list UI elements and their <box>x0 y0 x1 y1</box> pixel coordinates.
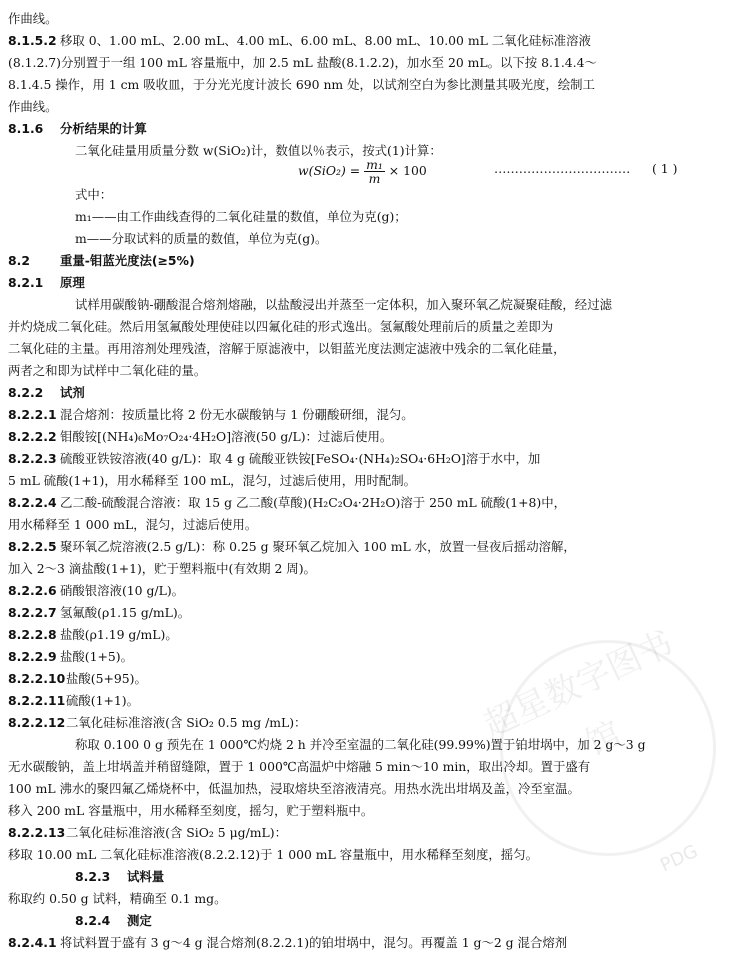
pdg-watermark: PDG <box>657 840 702 877</box>
paragraph-text: 将试料置于盛有 3 g～4 g 混合熔剂(8.2.2.1)的铂坩埚中，混匀。再覆盖 1 g～2 g 混合熔剂 <box>60 935 568 950</box>
formula-leader-dots: …………………………… <box>494 161 631 176</box>
paragraph-text: 氢氟酸(ρ1.15 g/mL)。 <box>60 605 191 620</box>
watermark-text: 超星数字图书馆 <box>477 623 680 765</box>
section-number: 8.1.5.2 <box>8 33 57 48</box>
text-line <box>8 756 590 778</box>
section-line <box>8 932 567 954</box>
text-line <box>8 470 416 492</box>
section-line <box>8 580 184 602</box>
paragraph-text: 盐酸(ρ1.19 g/mL)。 <box>60 627 178 642</box>
paragraph-text: 二氧化硅的主量。再用溶剂处理残渣，溶解于原滤液中，以钼蓝光度法测定滤液中残余的二氧化硅量， <box>8 341 566 356</box>
paragraph-text: 混合熔剂：按质量比将 2 份无水碳酸钠与 1 份硼酸研细，混匀。 <box>60 407 414 422</box>
paragraph-text: 二氧化硅标准溶液(含 SiO₂ 5 μg/mL)： <box>66 825 287 840</box>
paragraph-text: 盐酸(5+95)。 <box>66 671 147 686</box>
paragraph-text: 两者之和即为试样中二氧化硅的量。 <box>8 363 207 378</box>
formula-line <box>298 157 678 186</box>
section-line <box>8 646 133 668</box>
section-number: 8.2.2.8 <box>8 627 57 642</box>
text-line <box>8 558 316 580</box>
section-number: 8.2.3 <box>75 869 111 884</box>
paragraph-text: 钼酸铵[(NH₄)₆Mo₇O₂₄·4H₂O]溶液(50 g/L)：过滤后使用。 <box>60 429 393 444</box>
section-number: 8.2.2.12 <box>8 715 66 730</box>
section-line <box>8 404 414 426</box>
formula-numerator: m₁ <box>366 157 383 172</box>
paragraph-text: 移取 10.00 mL 二氧化硅标准溶液(8.2.2.12)于 1 000 mL 容量瓶中，用水稀释至刻度，摇匀。 <box>8 847 538 862</box>
section-line <box>8 822 287 844</box>
paragraph-text: m₁——由工作曲线查得的二氧化硅量的数值，单位为克(g)； <box>75 209 407 224</box>
paragraph-text: 8.1.4.5 操作，用 1 cm 吸收皿，于分光光度计波长 690 nm 处，以试剂空白为参比测量其吸光度，绘制工 <box>8 77 595 92</box>
section-number: 8.2.1 <box>8 275 44 290</box>
text-line <box>8 844 538 866</box>
text-line <box>8 74 595 96</box>
paragraph-text: 并灼烧成二氧化硅。然后用氢氟酸处理使硅以四氟化硅的形式逸出。氢氟酸处理前后的质量之差即为 <box>8 319 554 334</box>
formula-rhs: × 100 <box>388 163 427 178</box>
text-line <box>75 228 327 250</box>
paragraph-text: 二氧化硅标准溶液(含 SiO₂ 0.5 mg /mL)： <box>66 715 307 730</box>
section-number: 8.2 <box>8 253 30 268</box>
paragraph-text: 5 mL 硫酸(1+1)，用水稀释至 100 mL，混匀，过滤后使用，用时配制。 <box>8 473 417 488</box>
section-number: 8.2.2.3 <box>8 451 57 466</box>
paragraph-text: 移取 0、1.00 mL、2.00 mL、4.00 mL、6.00 mL、8.00 mL、10.00 mL 二氧化硅标准溶液 <box>60 33 591 48</box>
section-line <box>8 382 85 404</box>
section-line <box>8 118 147 140</box>
section-line <box>8 712 306 734</box>
section-number: 8.2.4 <box>75 913 111 928</box>
text-line <box>8 514 257 536</box>
section-number: 8.2.2.4 <box>8 495 57 510</box>
paragraph-text: 聚环氧乙烷溶液(2.5 g/L)：称 0.25 g 聚环氧乙烷加入 100 mL 水，放置一昼夜后摇动溶解， <box>60 539 576 554</box>
section-line <box>8 624 178 646</box>
section-line <box>8 536 576 558</box>
section-line <box>8 690 139 712</box>
paragraph-text: 100 mL 沸水的聚四氟乙烯烧杯中，低温加热，浸取熔块至溶液清亮。用热水洗出坩埚及盖，冷至室温。 <box>8 781 580 796</box>
formula-fraction <box>364 158 385 185</box>
text-line <box>75 206 407 228</box>
paragraph-text: 式中： <box>75 187 113 202</box>
section-number: 8.2.2.10 <box>8 671 66 686</box>
paragraph-text: 作曲线。 <box>8 11 58 26</box>
paragraph-text: 加入 2～3 滴盐酸(1+1)，贮于塑料瓶中(有效期 2 周)。 <box>8 561 316 576</box>
section-heading: 试料量 <box>127 869 165 884</box>
paragraph-text: 乙二酸-硫酸混合溶液：取 15 g 乙二酸(草酸)(H₂C₂O₄·2H₂O)溶于 250 mL 硫酸(1+8)中， <box>60 495 566 510</box>
formula-equation-number: ( 1 ) <box>652 161 678 176</box>
paragraph-text: 用水稀释至 1 000 mL，混匀，过滤后使用。 <box>8 517 258 532</box>
section-number: 8.2.2.1 <box>8 407 57 422</box>
paragraph-text: 硫酸亚铁铵溶液(40 g/L)：取 4 g 硫酸亚铁铵[FeSO₄·(NH₄)₂SO₄·6H₂O]溶于水中，加 <box>60 451 541 466</box>
section-heading: 分析结果的计算 <box>60 121 147 136</box>
section-number: 8.2.2.6 <box>8 583 57 598</box>
text-line <box>75 734 646 756</box>
section-line <box>8 602 190 624</box>
paragraph-text: 二氧化硅量用质量分数 w(SiO₂)计，数值以％表示，按式(1)计算： <box>75 143 442 158</box>
text-line <box>8 52 597 74</box>
section-number: 8.1.6 <box>8 121 44 136</box>
text-line <box>75 184 112 206</box>
section-line <box>75 866 164 888</box>
formula-denominator: m <box>368 171 381 186</box>
formula-lhs: w(SiO₂) = <box>298 163 365 178</box>
section-heading: 重量-钼蓝光度法(≥5%) <box>60 253 195 268</box>
paragraph-text: 无水碳酸钠，盖上坩埚盖并稍留缝隙，置于 1 000℃高温炉中熔融 5 min～10 min，取出冷却。置于盛有 <box>8 759 591 774</box>
section-number: 8.2.2.11 <box>8 693 66 708</box>
section-line <box>8 30 591 52</box>
paragraph-text: 试样用碳酸钠-硼酸混合熔剂熔融，以盐酸浸出并蒸至一定体积，加入聚环氧乙烷凝聚硅酸，经过滤 <box>75 297 612 312</box>
paragraph-text: 称取约 0.50 g 试料，精确至 0.1 mg。 <box>8 891 227 906</box>
paragraph-text: (8.1.2.7)分别置于一组 100 mL 容量瓶中，加 2.5 mL 盐酸(8.1.2.2)，加水至 20 mL。以下按 8.1.4.4～ <box>8 55 597 70</box>
section-number: 8.2.2.13 <box>8 825 66 840</box>
section-heading: 试剂 <box>60 385 85 400</box>
section-number: 8.2.2.9 <box>8 649 57 664</box>
text-line <box>75 294 612 316</box>
paragraph-text: 作曲线。 <box>8 99 58 114</box>
section-number: 8.2.2 <box>8 385 44 400</box>
text-line <box>8 778 580 800</box>
section-heading: 原理 <box>60 275 85 290</box>
section-line <box>8 250 195 272</box>
text-line <box>8 8 58 30</box>
section-line <box>8 426 392 448</box>
paragraph-text: 硝酸银溶液(10 g/L)。 <box>60 583 185 598</box>
paragraph-text: 移入 200 mL 容量瓶中，用水稀释至刻度，摇匀，贮于塑料瓶中。 <box>8 803 374 818</box>
section-line <box>75 910 152 932</box>
paragraph-text: 称取 0.100 0 g 预先在 1 000℃灼烧 2 h 并冷至室温的二氧化硅(99.99%)置于铂坩埚中，加 2 g～3 g <box>75 737 646 752</box>
paragraph-text: 盐酸(1+5)。 <box>60 649 133 664</box>
section-line <box>8 272 85 294</box>
text-line <box>8 360 206 382</box>
section-number: 8.2.2.2 <box>8 429 57 444</box>
section-heading: 测定 <box>127 913 152 928</box>
section-number: 8.2.2.7 <box>8 605 57 620</box>
section-line <box>8 448 540 470</box>
text-line <box>8 800 373 822</box>
text-line <box>8 316 553 338</box>
paragraph-text: 硫酸(1+1)。 <box>66 693 139 708</box>
section-line <box>8 668 147 690</box>
section-number: 8.2.4.1 <box>8 935 57 950</box>
text-line <box>8 96 58 118</box>
text-line <box>8 888 227 910</box>
section-line <box>8 492 566 514</box>
paragraph-text: m——分取试料的质量的数值，单位为克(g)。 <box>75 231 328 246</box>
section-number: 8.2.2.5 <box>8 539 57 554</box>
text-line <box>8 338 566 360</box>
